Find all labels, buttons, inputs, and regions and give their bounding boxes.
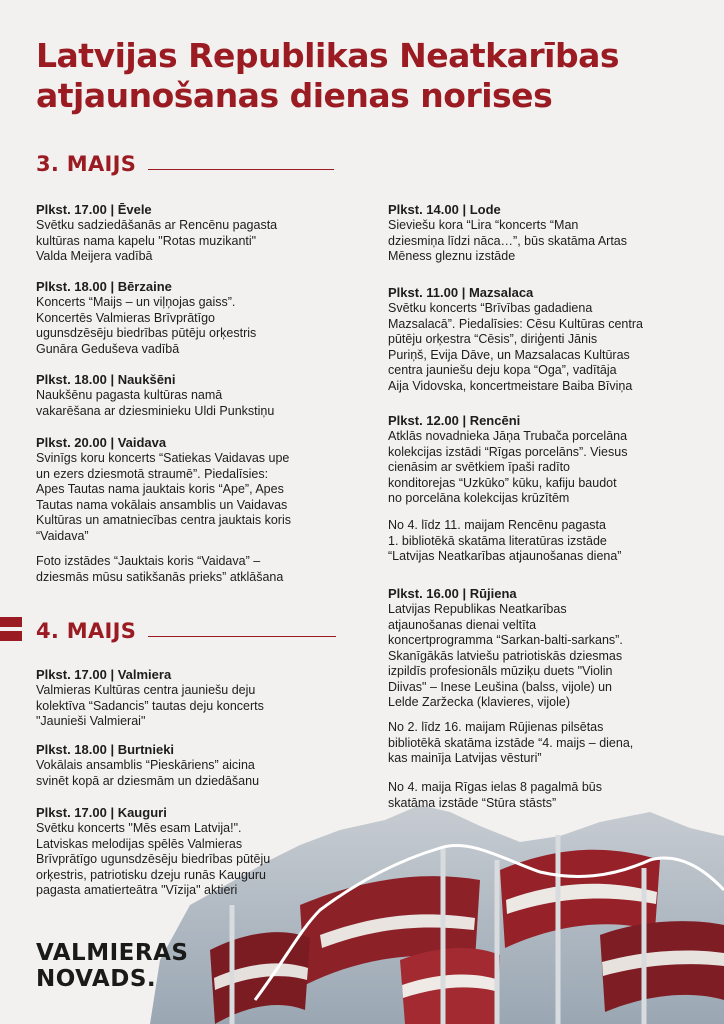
event-heading: Plkst. 17.00 | Kauguri — [36, 805, 167, 820]
flag-marker-icon — [0, 617, 22, 643]
event-renceni — [388, 412, 627, 507]
event-text: Sieviešu kora “Lira “koncerts “Man dziesmiņa līdzi nāca…”, būs skatāma Artas Mēness gleznu izstāde — [388, 218, 627, 263]
day-label: 4. MAIJS — [36, 619, 137, 643]
event-heading: Plkst. 14.00 | Lode — [388, 202, 501, 217]
event-text: Koncerts “Maijs – un viļņojas gaiss”. Koncertēs Valmieras Brīvprātīgo ugunsdzēsēju biedrības pūtēju orķestris Gunāra Geduševa vadībā — [36, 295, 257, 356]
event-text: Svētku koncerts "Mēs esam Latvija!". Latviskas melodijas spēlēs Valmieras Brīvprātīgo ugunsdzēsēju biedrības pūtēju orķestris, patriotisku dzeju runās Kauguru pagasta amatierteātra "Vīzija" aktieri — [36, 821, 271, 897]
event-heading: Plkst. 17.00 | Ēvele — [36, 202, 152, 217]
event-nauksheni — [36, 371, 274, 419]
event-valmiera — [36, 666, 264, 730]
event-heading: Plkst. 12.00 | Rencēni — [388, 413, 521, 428]
event-heading: Plkst. 11.00 | Mazsalaca — [388, 285, 534, 300]
event-vaidava-exhibition: Foto izstādes “Jauktais koris “Vaidava” – dziesmās mūsu satikšanās prieks” atklāšana — [36, 554, 284, 584]
event-rujiena-library: No 2. līdz 16. maijam Rūjienas pilsētas bibliotēkā skatāma izstāde “4. maijs – diena, kas mainīja Latvijas vēsturi” — [388, 720, 634, 765]
event-heading: Plkst. 18.00 | Bērzaine — [36, 279, 172, 294]
event-berzaine — [36, 278, 256, 357]
day-header-3-may — [36, 152, 334, 176]
event-text: Svētku sadziedāšanās ar Rencēnu pagasta kultūras nama kapelu "Rotas muzikanti" Valda Meijera vadībā — [36, 218, 278, 263]
event-kauguri — [36, 804, 270, 899]
event-text: Naukšēnu pagasta kultūras namā vakarēšana ar dziesminieku Uldi Punkstiņu — [36, 388, 275, 418]
event-heading: Plkst. 18.00 | Naukšēni — [36, 372, 176, 387]
event-renceni-library: No 4. līdz 11. maijam Rencēnu pagasta 1. bibliotēkā skatāma literatūras izstāde “Latvijas Neatkarības atjaunošanas diena” — [388, 518, 622, 563]
event-heading: Plkst. 17.00 | Valmiera — [36, 667, 172, 682]
event-text: Atklās novadnieka Jāņa Trubača porcelāna kolekcijas izstādi “Rīgas porcelāns”. Viesus cienāsim ar svētkiem īpaši radīto konditorejas “Uzkūko” kūku, kafiju baudot no porcelāna kolekcijas krūzītēm — [388, 429, 628, 505]
divider-line — [148, 169, 334, 170]
event-text: Valmieras Kultūras centra jauniešu deju kolektīva “Sadancis” tautas deju koncerts "Jaunieši Valmierai" — [36, 683, 264, 728]
event-lode — [388, 201, 627, 265]
page-title: Latvijas Republikas Neatkarības atjaunošanas dienas norises — [36, 36, 619, 115]
event-evele — [36, 201, 277, 265]
event-text: Latvijas Republikas Neatkarības atjaunošanas dienai veltīta koncertprogramma “Sarkan-balti-sarkans”. Skanīgākās latviešu patriotiskās dziesmas izpildīs profesionāls mūziķu duets "Violin Diivas" – Inese Leušina (balss, vijole) un Lelde Zaržecka (klavieres, vijole) — [388, 602, 623, 709]
event-heading: Plkst. 20.00 | Vaidava — [36, 435, 167, 450]
event-rujiena — [388, 585, 623, 711]
event-heading: Plkst. 16.00 | Rūjiena — [388, 586, 517, 601]
event-text: Svinīgs koru koncerts “Satiekas Vaidavas upe un ezers dziesmotā straumē”. Piedalīsies: Apes Tautas nama jauktais koris “Ape”, Apes Tautas nama vokālais ansamblis un Vaidavas Kultūras un amatniecības centra jauktais koris “Vaidava” — [36, 451, 291, 543]
event-text: Vokālais ansamblis “Pieskāriens” aicina svinēt kopā ar dziesmām un dziedāšanu — [36, 758, 260, 788]
event-burtnieki — [36, 741, 259, 789]
event-mazsalaca — [388, 284, 643, 394]
event-text: Svētku koncerts “Brīvības gadadiena Mazsalacā”. Piedalīsies: Cēsu Kultūras centra pūtēju orķestra “Cēsis”, diriģenti Jānis Puriņš, Evija Dāve, un Mazsalacas Kultūras centra jauniešu deju kopa “Oga”, vadītāja Aija Vidovska, koncertmeistare Baiba Bīviņa — [388, 301, 643, 393]
day-header-4-may — [36, 619, 336, 643]
divider-line — [148, 636, 336, 637]
event-heading: Plkst. 18.00 | Burtnieki — [36, 742, 175, 757]
valmieras-novads-logo: VALMIERAS NOVADS. — [36, 940, 189, 992]
event-stura-stasts: No 4. maija Rīgas ielas 8 pagalmā būs skatāma izstāde “Stūra stāsts” — [388, 780, 603, 810]
event-vaidava — [36, 434, 291, 544]
day-label: 3. MAIJS — [36, 152, 137, 176]
